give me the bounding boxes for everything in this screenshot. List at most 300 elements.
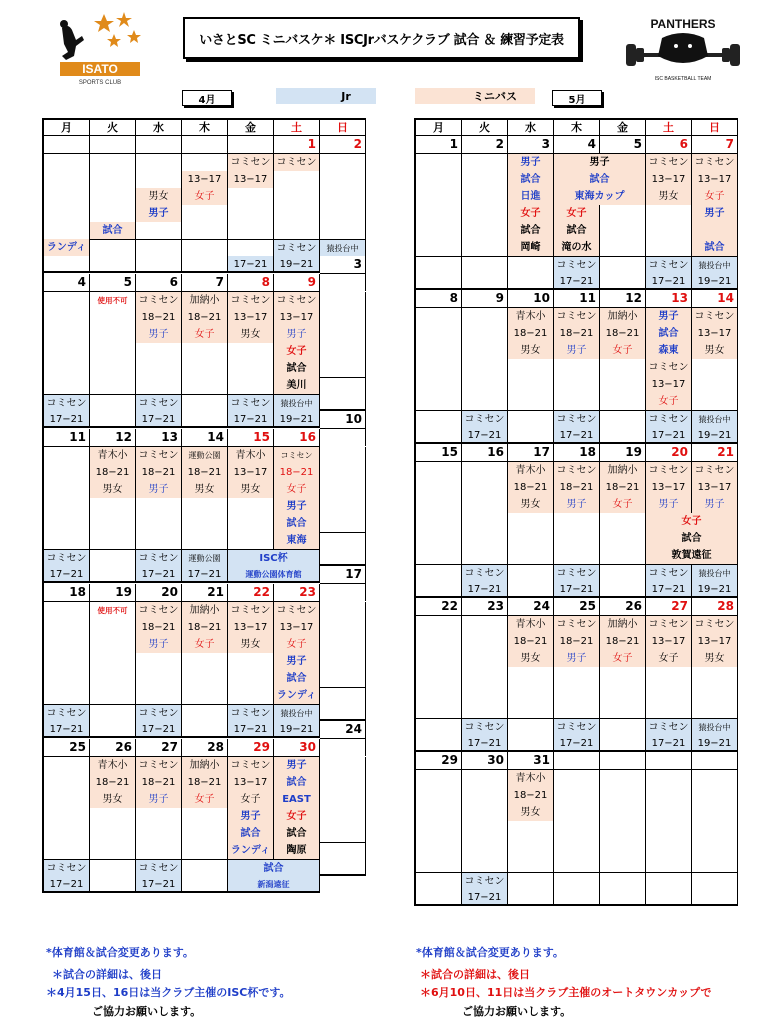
empty-cell <box>692 770 738 787</box>
day-number: 14 <box>182 429 228 447</box>
day-number: 12 <box>90 429 136 447</box>
day-number: 4 <box>44 274 90 292</box>
schedule-entry: コミセン <box>692 616 738 633</box>
empty-cell <box>182 876 228 893</box>
empty-cell <box>182 653 228 670</box>
schedule-entry: 女子 <box>600 650 646 667</box>
empty-cell <box>692 667 738 684</box>
schedule-entry: コミセン <box>462 718 508 735</box>
schedule-entry: 13−17 <box>646 633 692 650</box>
day-number: 8 <box>416 290 462 308</box>
schedule-entry: 男女 <box>508 650 554 667</box>
schedule-entry: 17−21 <box>462 581 508 598</box>
empty-cell <box>692 855 738 872</box>
weekday-header: 月 <box>44 120 90 136</box>
day-number: 13 <box>646 290 692 308</box>
empty-cell <box>416 171 462 188</box>
schedule-entry: 試合 <box>90 222 136 239</box>
empty-cell <box>320 171 366 188</box>
empty-cell <box>416 718 462 735</box>
empty-cell <box>44 326 90 343</box>
schedule-entry: 13−17 <box>228 774 274 791</box>
empty-cell <box>320 739 366 756</box>
empty-cell <box>600 855 646 872</box>
empty-cell <box>274 222 320 239</box>
schedule-entry: 男女 <box>228 636 274 653</box>
empty-cell <box>462 530 508 547</box>
empty-cell <box>90 549 136 566</box>
empty-cell <box>554 684 600 701</box>
schedule-entry: 滝の水 <box>554 239 600 256</box>
schedule-entry: 男子 <box>274 757 320 774</box>
note-right-1: *体育館＆試合変更あります。 <box>416 946 564 959</box>
schedule-entry: 13−17 <box>692 325 738 342</box>
empty-cell <box>692 889 738 906</box>
day-number: 19 <box>600 444 646 462</box>
empty-cell <box>554 855 600 872</box>
empty-cell <box>90 239 136 256</box>
empty-cell <box>228 515 274 532</box>
schedule-entry: コミセン <box>462 872 508 889</box>
schedule-entry: 18−21 <box>508 479 554 496</box>
note-right-2: ＊試合の詳細は、後日 <box>420 968 530 981</box>
schedule-entry: 13−17 <box>182 171 228 188</box>
empty-cell <box>462 239 508 256</box>
schedule-entry: 試合 <box>646 530 738 547</box>
empty-cell <box>90 256 136 273</box>
empty-cell <box>600 427 646 444</box>
empty-cell <box>320 549 366 566</box>
empty-cell <box>182 808 228 825</box>
empty-cell <box>646 222 692 239</box>
schedule-entry: 18−21 <box>90 464 136 481</box>
empty-cell <box>90 360 136 377</box>
schedule-entry: 19−21 <box>692 581 738 598</box>
schedule-entry: コミセン <box>274 602 320 619</box>
empty-cell <box>600 838 646 855</box>
schedule-entry: 女子 <box>182 326 228 343</box>
empty-cell <box>646 770 692 787</box>
empty-cell <box>182 532 228 549</box>
empty-cell <box>136 171 182 188</box>
schedule-entry: 日進 <box>508 188 554 205</box>
schedule-entry: 19−21 <box>692 427 738 444</box>
empty-cell <box>554 804 600 821</box>
day-number: 17 <box>508 444 554 462</box>
schedule-entry: コミセン <box>274 292 320 309</box>
empty-cell <box>508 427 554 444</box>
empty-cell <box>90 653 136 670</box>
svg-text:ISC BASKETBALL TEAM: ISC BASKETBALL TEAM <box>654 76 712 82</box>
day-number: 6 <box>646 136 692 154</box>
schedule-entry: 18−21 <box>182 464 228 481</box>
day-number: 16 <box>462 444 508 462</box>
schedule-entry: 試合 <box>692 239 738 256</box>
empty-cell <box>320 791 366 808</box>
empty-cell <box>462 496 508 513</box>
empty-cell <box>136 360 182 377</box>
schedule-entry: 17−21 <box>462 427 508 444</box>
schedule-entry: コミセン <box>274 154 320 171</box>
empty-cell <box>462 325 508 342</box>
schedule-entry: 18−21 <box>274 464 320 481</box>
empty-cell <box>600 359 646 376</box>
day-number: 7 <box>182 274 228 292</box>
empty-cell <box>508 718 554 735</box>
schedule-entry: 18−21 <box>182 774 228 791</box>
empty-cell <box>136 670 182 687</box>
empty-cell <box>462 838 508 855</box>
day-number <box>182 136 228 154</box>
empty-cell <box>600 513 646 530</box>
empty-cell <box>90 619 136 636</box>
empty-cell <box>90 498 136 515</box>
schedule-entry: 試合 <box>228 825 274 842</box>
empty-cell <box>136 532 182 549</box>
day-number: 8 <box>228 274 274 292</box>
schedule-entry: 試合 <box>508 222 554 239</box>
schedule-entry: 男女 <box>508 804 554 821</box>
schedule-entry: 13−17 <box>228 171 274 188</box>
empty-cell <box>44 757 90 774</box>
schedule-entry: 18−21 <box>508 325 554 342</box>
note-left-1: *体育館＆試合変更あります。 <box>46 946 194 959</box>
schedule-entry: コミセン <box>646 359 692 376</box>
empty-cell <box>44 825 90 842</box>
schedule-entry: 13−17 <box>274 309 320 326</box>
day-number: 11 <box>554 290 600 308</box>
empty-cell <box>416 222 462 239</box>
day-number: 12 <box>600 290 646 308</box>
empty-cell <box>692 376 738 393</box>
empty-cell <box>90 566 136 583</box>
day-number: 22 <box>416 598 462 616</box>
empty-cell <box>136 343 182 360</box>
day-number: 26 <box>600 598 646 616</box>
empty-cell <box>554 530 600 547</box>
day-number <box>228 136 274 154</box>
schedule-entry: 男子 <box>692 496 738 513</box>
empty-cell <box>600 718 646 735</box>
empty-cell <box>646 855 692 872</box>
empty-cell <box>462 821 508 838</box>
weekday-header: 火 <box>90 120 136 136</box>
empty-cell <box>508 667 554 684</box>
empty-cell <box>416 273 462 290</box>
schedule-entry: 青木小 <box>508 308 554 325</box>
day-number: 21 <box>182 584 228 602</box>
schedule-entry: 17−21 <box>554 273 600 290</box>
empty-cell <box>320 842 366 859</box>
empty-cell <box>462 479 508 496</box>
empty-cell <box>320 292 366 309</box>
schedule-entry: 13−17 <box>692 633 738 650</box>
schedule-entry: 男子 <box>228 808 274 825</box>
empty-cell <box>508 547 554 564</box>
schedule-entry: 17−21 <box>44 721 90 738</box>
day-number: 3 <box>508 136 554 154</box>
schedule-entry: 17−21 <box>44 566 90 583</box>
schedule-entry: ランディ <box>274 687 320 704</box>
schedule-entry: コミセン <box>274 239 320 256</box>
schedule-entry: 17−21 <box>136 411 182 428</box>
day-number: 23 <box>462 598 508 616</box>
weekday-header: 土 <box>274 120 320 136</box>
empty-cell <box>462 462 508 479</box>
schedule-entry: 18−21 <box>600 633 646 650</box>
empty-cell <box>554 667 600 684</box>
empty-cell <box>320 481 366 498</box>
day-number: 27 <box>646 598 692 616</box>
schedule-entry: コミセン <box>692 308 738 325</box>
day-number: 5 <box>90 274 136 292</box>
schedule-entry: 男子 <box>274 653 320 670</box>
empty-cell <box>416 325 462 342</box>
schedule-entry: 男女 <box>136 188 182 205</box>
empty-cell <box>416 650 462 667</box>
empty-cell <box>600 376 646 393</box>
note-right-4: ご協力お願いします。 <box>462 1005 572 1018</box>
empty-cell <box>182 205 228 222</box>
empty-cell <box>600 770 646 787</box>
day-number <box>44 136 90 154</box>
schedule-entry: 試合 <box>274 360 320 377</box>
day-number: 9 <box>462 290 508 308</box>
schedule-entry: 猿投台中 <box>692 256 738 273</box>
day-number: 26 <box>90 739 136 757</box>
schedule-entry: 運動公園体育館 <box>228 566 320 583</box>
day-number: 1 <box>416 136 462 154</box>
empty-cell <box>416 821 462 838</box>
empty-cell <box>646 872 692 889</box>
schedule-entry: 試合 <box>274 774 320 791</box>
empty-cell <box>462 855 508 872</box>
day-number: 25 <box>554 598 600 616</box>
weekday-header: 日 <box>320 120 366 136</box>
schedule-entry: 男女 <box>508 496 554 513</box>
empty-cell <box>600 410 646 427</box>
empty-cell <box>646 821 692 838</box>
schedule-entry: 17−21 <box>228 256 274 273</box>
day-number: 28 <box>692 598 738 616</box>
empty-cell <box>90 704 136 721</box>
schedule-entry: 男女 <box>646 188 692 205</box>
empty-cell <box>136 515 182 532</box>
schedule-entry: 女子 <box>692 188 738 205</box>
empty-cell <box>416 239 462 256</box>
schedule-entry: 試合 <box>228 859 320 876</box>
schedule-entry: 17−21 <box>136 876 182 893</box>
empty-cell <box>44 808 90 825</box>
empty-cell <box>508 530 554 547</box>
empty-cell <box>228 687 274 704</box>
schedule-entry: 19−21 <box>274 411 320 428</box>
schedule-entry: 男女 <box>228 326 274 343</box>
empty-cell <box>600 701 646 718</box>
schedule-entry: 女子 <box>646 650 692 667</box>
empty-cell <box>508 735 554 752</box>
empty-cell <box>90 205 136 222</box>
schedule-entry: 男子 <box>136 205 182 222</box>
may-label: 5月 <box>552 90 602 106</box>
empty-cell <box>182 343 228 360</box>
weekday-header: 日 <box>692 120 738 136</box>
schedule-entry: 加納小 <box>600 308 646 325</box>
schedule-entry: コミセン <box>44 704 90 721</box>
empty-cell <box>462 273 508 290</box>
schedule-entry: 18−21 <box>508 787 554 804</box>
empty-cell <box>136 808 182 825</box>
empty-cell <box>320 205 366 222</box>
empty-cell <box>600 735 646 752</box>
day-number: 5 <box>600 136 646 154</box>
day-number: 18 <box>44 584 90 602</box>
empty-cell <box>44 205 90 222</box>
day-number: 24 <box>508 598 554 616</box>
page-title: いさとSC ミニバスケ＊ ISCJrバスケクラブ 試合 ＆ 練習予定表 <box>183 17 580 59</box>
schedule-entry: 猿投台中 <box>274 394 320 411</box>
schedule-entry: 19−21 <box>692 735 738 752</box>
empty-cell <box>44 188 90 205</box>
empty-cell <box>416 154 462 171</box>
empty-cell <box>44 464 90 481</box>
empty-cell <box>320 377 366 394</box>
schedule-entry: 17−21 <box>136 566 182 583</box>
empty-cell <box>44 447 90 464</box>
schedule-entry: 17−21 <box>182 566 228 583</box>
empty-cell <box>90 842 136 859</box>
schedule-entry: 陶原 <box>274 842 320 859</box>
schedule-entry: コミセン <box>228 292 274 309</box>
empty-cell <box>44 309 90 326</box>
empty-cell <box>600 205 646 222</box>
schedule-entry: 女子 <box>274 343 320 360</box>
empty-cell <box>320 584 366 601</box>
schedule-entry: 男女 <box>228 481 274 498</box>
schedule-entry: 17−21 <box>646 581 692 598</box>
schedule-entry: 17−21 <box>462 889 508 906</box>
empty-cell <box>44 619 90 636</box>
empty-cell <box>462 393 508 410</box>
schedule-entry: 新潟遠征 <box>228 876 320 893</box>
empty-cell <box>182 394 228 411</box>
schedule-entry: コミセン <box>554 308 600 325</box>
empty-cell <box>44 377 90 394</box>
empty-cell <box>554 513 600 530</box>
empty-cell <box>554 872 600 889</box>
schedule-entry: 18−21 <box>136 309 182 326</box>
empty-cell <box>182 377 228 394</box>
note-left-4: ご協力お願いします。 <box>92 1005 202 1018</box>
schedule-entry: コミセン <box>554 564 600 581</box>
day-number: 11 <box>44 429 90 447</box>
empty-cell <box>136 498 182 515</box>
schedule-entry: 青木小 <box>228 447 274 464</box>
day-number: 18 <box>554 444 600 462</box>
empty-cell <box>90 532 136 549</box>
empty-cell <box>416 787 462 804</box>
day-number: 24 <box>320 721 366 739</box>
schedule-entry: コミセン <box>462 564 508 581</box>
schedule-entry: コミセン <box>554 616 600 633</box>
day-number: 22 <box>228 584 274 602</box>
schedule-entry: 男子 <box>274 326 320 343</box>
schedule-entry: 猿投台中 <box>274 704 320 721</box>
day-number: 3 <box>320 256 366 274</box>
empty-cell <box>274 205 320 222</box>
schedule-entry: 男子 <box>508 154 554 171</box>
schedule-entry: 青木小 <box>90 757 136 774</box>
day-number: 15 <box>416 444 462 462</box>
schedule-entry: 男子 <box>554 650 600 667</box>
schedule-entry: 17−21 <box>462 735 508 752</box>
schedule-entry: コミセン <box>136 292 182 309</box>
schedule-entry: コミセン <box>646 616 692 633</box>
empty-cell <box>182 687 228 704</box>
schedule-entry: 男女 <box>90 791 136 808</box>
empty-cell <box>646 889 692 906</box>
schedule-entry: 17−21 <box>554 427 600 444</box>
empty-cell <box>90 670 136 687</box>
day-number: 29 <box>228 739 274 757</box>
schedule-entry: ISC杯 <box>228 549 320 566</box>
empty-cell <box>692 393 738 410</box>
empty-cell <box>90 154 136 171</box>
empty-cell <box>416 872 462 889</box>
day-number: 7 <box>692 136 738 154</box>
schedule-entry: 女子 <box>274 481 320 498</box>
empty-cell <box>646 838 692 855</box>
empty-cell <box>508 581 554 598</box>
empty-cell <box>600 222 646 239</box>
empty-cell <box>554 393 600 410</box>
day-number: 13 <box>136 429 182 447</box>
svg-text:ISATO: ISATO <box>82 62 118 76</box>
schedule-entry: 森東 <box>646 342 692 359</box>
empty-cell <box>44 154 90 171</box>
empty-cell <box>44 222 90 239</box>
empty-cell <box>416 530 462 547</box>
jr-legend <box>276 88 376 104</box>
schedule-entry: 17−21 <box>228 721 274 738</box>
schedule-entry: 試合 <box>508 171 554 188</box>
day-number: 2 <box>462 136 508 154</box>
empty-cell <box>320 808 366 825</box>
schedule-entry: コミセン <box>646 154 692 171</box>
empty-cell <box>320 309 366 326</box>
empty-cell <box>320 653 366 670</box>
jr-legend-label: Jr <box>341 89 351 103</box>
schedule-entry: 使用不可 <box>90 602 136 619</box>
empty-cell <box>462 701 508 718</box>
schedule-entry: 18−21 <box>554 325 600 342</box>
schedule-entry: コミセン <box>44 394 90 411</box>
empty-cell <box>90 859 136 876</box>
empty-cell <box>600 889 646 906</box>
empty-cell <box>320 326 366 343</box>
empty-cell <box>462 205 508 222</box>
empty-cell <box>136 653 182 670</box>
empty-cell <box>508 701 554 718</box>
empty-cell <box>462 770 508 787</box>
empty-cell <box>554 787 600 804</box>
empty-cell <box>90 343 136 360</box>
empty-cell <box>44 532 90 549</box>
day-number: 25 <box>44 739 90 757</box>
empty-cell <box>462 308 508 325</box>
empty-cell <box>182 498 228 515</box>
day-number <box>90 136 136 154</box>
